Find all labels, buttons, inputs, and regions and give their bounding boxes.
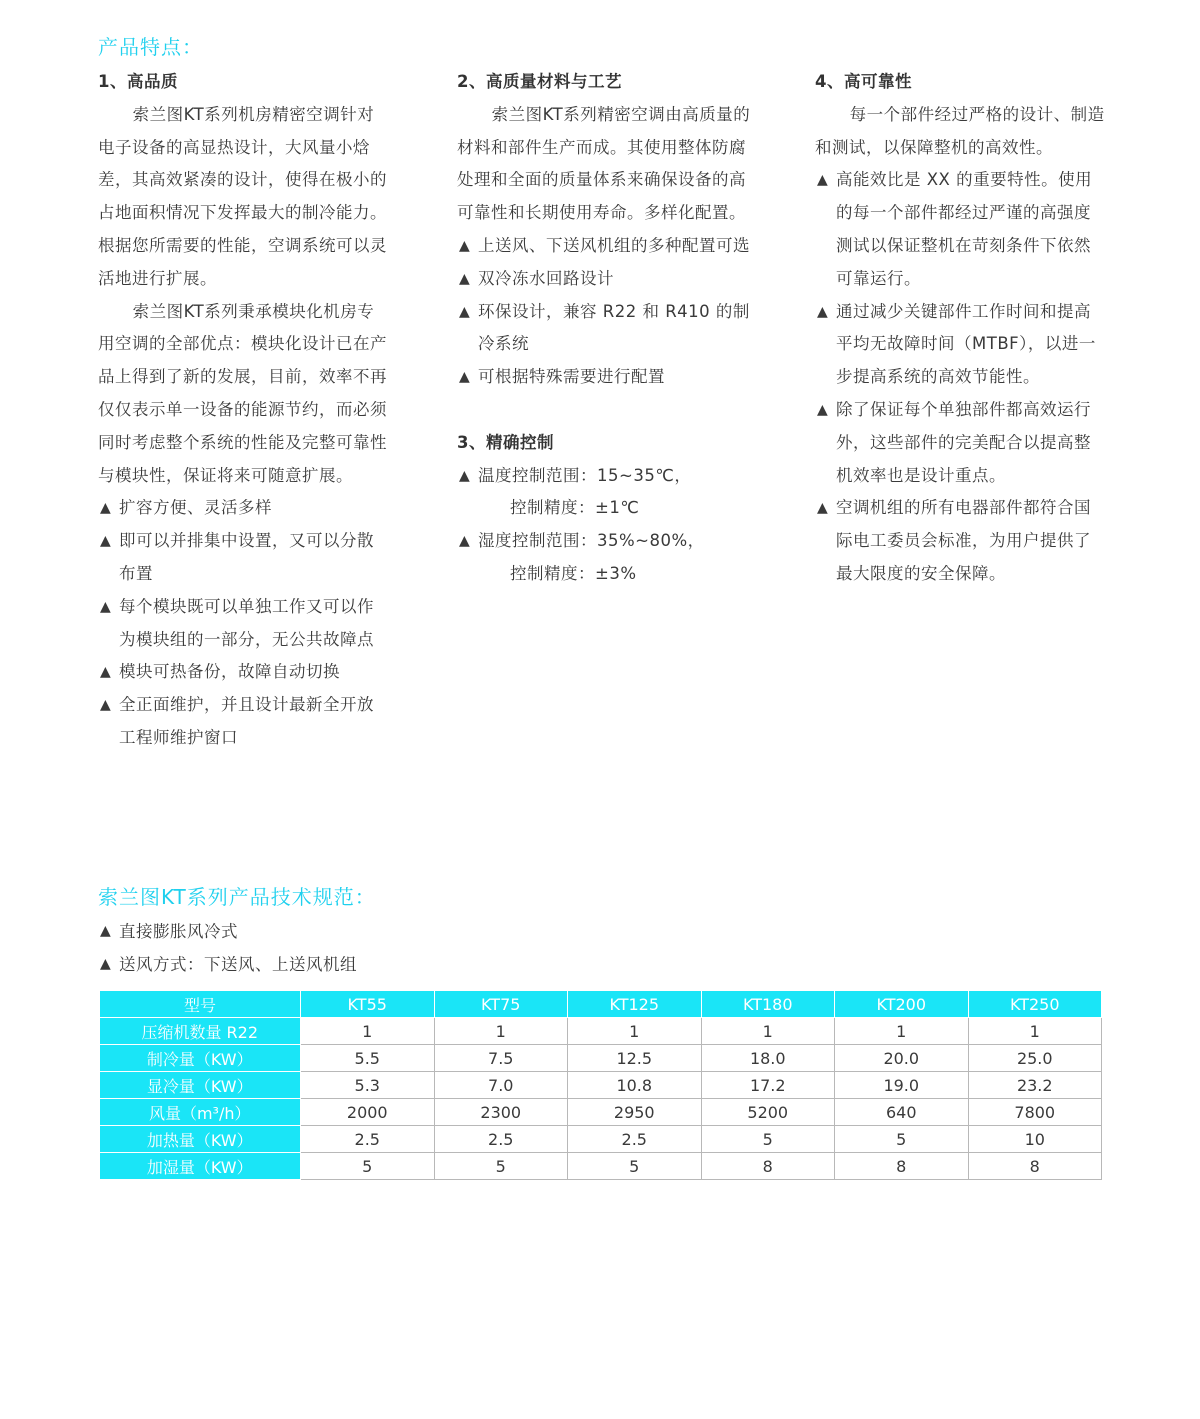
- bullet-text: 湿度控制范围：35%~80%，: [478, 531, 705, 551]
- feature-bullet: [815, 296, 1105, 394]
- row-label: 压缩机数量 R22: [100, 1018, 301, 1045]
- triangle-icon: ▲: [100, 923, 112, 939]
- feature-bullet: [457, 361, 757, 394]
- feature-heading: 2、高质量材料与工艺: [457, 72, 622, 91]
- table-cell: 2.5: [301, 1126, 435, 1153]
- table-row: [100, 1153, 1102, 1180]
- table-cell: 7800: [968, 1099, 1102, 1126]
- control-bullet: [457, 460, 757, 493]
- table-cell: 1: [301, 1018, 435, 1045]
- bullet-text: 模块可热备份，故障自动切换: [119, 662, 340, 682]
- bullet-text: 双冷冻水回路设计: [478, 268, 614, 288]
- row-label: 制冷量（KW）: [100, 1045, 301, 1072]
- feature-column-materials: [457, 66, 757, 591]
- triangle-icon: ▲: [100, 598, 112, 615]
- feature-paragraph: 索兰图KT系列秉承模块化机房专用空调的全部优点：模块化设计已在产品上得到了新的发展，目前，效率不再仅仅表示单一设备的能源节约，而必须同时考虑整个系统的性能及完整可靠性与模块性，保证将来可随意扩展。: [98, 301, 387, 485]
- feature-bullet: [98, 656, 390, 689]
- feature-bullet: [98, 525, 390, 591]
- spec-bullet: [98, 915, 357, 948]
- table-cell: 2950: [568, 1099, 702, 1126]
- feature-bullet: [457, 230, 757, 263]
- spec-bullet: [98, 948, 357, 981]
- table-header-cell: KT250: [968, 991, 1102, 1018]
- table-cell: 1: [568, 1018, 702, 1045]
- triangle-icon: ▲: [817, 303, 829, 320]
- feature-column-quality: [98, 66, 390, 755]
- feature-paragraph: 索兰图KT系列精密空调由高质量的材料和部件生产而成。其使用整体防腐处理和全面的质量体系来确保设备的高可靠性和长期使用寿命。多样化配置。: [457, 104, 751, 223]
- control-precision: 控制精度：±3%: [510, 563, 637, 583]
- triangle-icon: ▲: [817, 500, 829, 517]
- table-cell: 25.0: [968, 1045, 1102, 1072]
- table-cell: 5.5: [301, 1045, 435, 1072]
- bullet-text: 温度控制范围：15~35℃，: [478, 465, 692, 485]
- table-cell: 20.0: [835, 1045, 969, 1072]
- triangle-icon: ▲: [817, 172, 829, 189]
- row-label: 显冷量（KW）: [100, 1072, 301, 1099]
- feature-heading: 3、精确控制: [457, 432, 554, 452]
- feature-bullet: [98, 492, 390, 525]
- row-label: 加热量（KW）: [100, 1126, 301, 1153]
- feature-bullet: [457, 296, 757, 362]
- table-cell: 8: [835, 1153, 969, 1180]
- table-row: [100, 1099, 1102, 1126]
- triangle-icon: ▲: [100, 956, 112, 972]
- triangle-icon: ▲: [100, 533, 112, 550]
- table-cell: 1: [968, 1018, 1102, 1045]
- table-header-cell: KT75: [434, 991, 568, 1018]
- bullet-text: 通过减少关键部件工作时间和提高平均无故障时间（MTBF），以进一步提高系统的高效节能性。: [836, 301, 1096, 387]
- table-cell: 19.0: [835, 1072, 969, 1099]
- table-cell: 10.8: [568, 1072, 702, 1099]
- feature-bullet: [98, 591, 390, 657]
- bullet-text: 送风方式：下送风、上送风机组: [119, 955, 357, 974]
- table-cell: 7.5: [434, 1045, 568, 1072]
- row-label: 风量（m³/h）: [100, 1099, 301, 1126]
- triangle-icon: ▲: [100, 697, 112, 714]
- bullet-text: 环保设计，兼容 R22 和 R410 的制冷系统: [478, 301, 750, 354]
- feature-paragraph: 每一个部件经过严格的设计、制造和测试，以保障整机的高效性。: [815, 104, 1105, 157]
- triangle-icon: ▲: [459, 237, 471, 254]
- table-cell: 8: [968, 1153, 1102, 1180]
- triangle-icon: ▲: [459, 369, 471, 386]
- table-cell: 17.2: [701, 1072, 835, 1099]
- triangle-icon: ▲: [459, 270, 471, 287]
- table-header-cell: KT200: [835, 991, 969, 1018]
- table-row: [100, 1126, 1102, 1153]
- features-title: 产品特点：: [98, 35, 203, 59]
- feature-bullet: [815, 394, 1105, 492]
- spec-bullets: [98, 915, 357, 981]
- table-row: [100, 1072, 1102, 1099]
- feature-bullet: [815, 164, 1105, 295]
- triangle-icon: ▲: [100, 664, 112, 681]
- spec-title: 索兰图KT系列产品技术规范：: [98, 885, 376, 909]
- control-precision: 控制精度：±1℃: [510, 498, 640, 518]
- table-cell: 1: [434, 1018, 568, 1045]
- feature-bullet: [98, 689, 390, 755]
- table-cell: 5.3: [301, 1072, 435, 1099]
- table-header-cell: 型号: [100, 991, 301, 1018]
- triangle-icon: ▲: [459, 533, 471, 550]
- spacer: [457, 394, 757, 427]
- bullet-text: 每个模块既可以单独工作又可以作为模块组的一部分，无公共故障点: [119, 596, 374, 649]
- table-header-cell: KT180: [701, 991, 835, 1018]
- bullet-text: 可根据特殊需要进行配置: [478, 367, 665, 387]
- feature-paragraph: 索兰图KT系列机房精密空调针对电子设备的高显热设计，大风量小焓差，其高效紧凑的设计，使得在极小的占地面积情况下发挥最大的制冷能力。根据您所需要的性能，空调系统可以灵活地进行扩展。: [98, 104, 387, 288]
- table-header-row: [100, 991, 1102, 1018]
- table-row: [100, 1018, 1102, 1045]
- table-cell: 23.2: [968, 1072, 1102, 1099]
- feature-bullet: [815, 492, 1105, 590]
- feature-column-reliability: [815, 66, 1105, 591]
- bullet-text: 全正面维护，并且设计最新全开放工程师维护窗口: [119, 695, 374, 747]
- bullet-text: 上送风、下送风机组的多种配置可选: [478, 235, 750, 255]
- table-header-cell: KT55: [301, 991, 435, 1018]
- triangle-icon: ▲: [459, 303, 471, 320]
- table-cell: 640: [835, 1099, 969, 1126]
- feature-bullet: [457, 263, 757, 296]
- feature-heading: 4、高可靠性: [815, 72, 912, 91]
- table-cell: 2300: [434, 1099, 568, 1126]
- feature-heading: 1、高品质: [98, 72, 178, 91]
- triangle-icon: ▲: [100, 500, 112, 517]
- bullet-text: 高能效比是 XX 的重要特性。使用的每一个部件都经过严谨的高强度测试以保证整机在苛刻条件下依然可靠运行。: [836, 170, 1093, 288]
- bullet-text: 即可以并排集中设置，又可以分散布置: [119, 531, 374, 583]
- table-cell: 1: [835, 1018, 969, 1045]
- table-cell: 8: [701, 1153, 835, 1180]
- table-header-cell: KT125: [568, 991, 702, 1018]
- bullet-text: 除了保证每个单独部件都高效运行外，这些部件的完美配合以提高整机效率也是设计重点。: [836, 399, 1091, 485]
- table-cell: 5: [701, 1126, 835, 1153]
- row-label: 加湿量（KW）: [100, 1153, 301, 1180]
- bullet-text: 扩容方便、灵活多样: [119, 498, 272, 518]
- bullet-text: 直接膨胀风冷式: [119, 922, 238, 941]
- table-cell: 5: [301, 1153, 435, 1180]
- triangle-icon: ▲: [459, 467, 471, 484]
- table-row: [100, 1045, 1102, 1072]
- table-cell: 10: [968, 1126, 1102, 1153]
- table-cell: 2000: [301, 1099, 435, 1126]
- triangle-icon: ▲: [817, 401, 829, 418]
- bullet-text: 空调机组的所有电器部件都符合国际电工委员会标准，为用户提供了最大限度的安全保障。: [836, 498, 1091, 583]
- table-cell: 1: [701, 1018, 835, 1045]
- table-cell: 7.0: [434, 1072, 568, 1099]
- table-cell: 18.0: [701, 1045, 835, 1072]
- table-cell: 5: [568, 1153, 702, 1180]
- control-bullet: [457, 525, 757, 558]
- table-cell: 2.5: [568, 1126, 702, 1153]
- table-cell: 2.5: [434, 1126, 568, 1153]
- table-body: [100, 1018, 1102, 1180]
- table-cell: 12.5: [568, 1045, 702, 1072]
- table-cell: 5: [835, 1126, 969, 1153]
- table-cell: 5200: [701, 1099, 835, 1126]
- spec-table: [99, 990, 1102, 1180]
- table-cell: 5: [434, 1153, 568, 1180]
